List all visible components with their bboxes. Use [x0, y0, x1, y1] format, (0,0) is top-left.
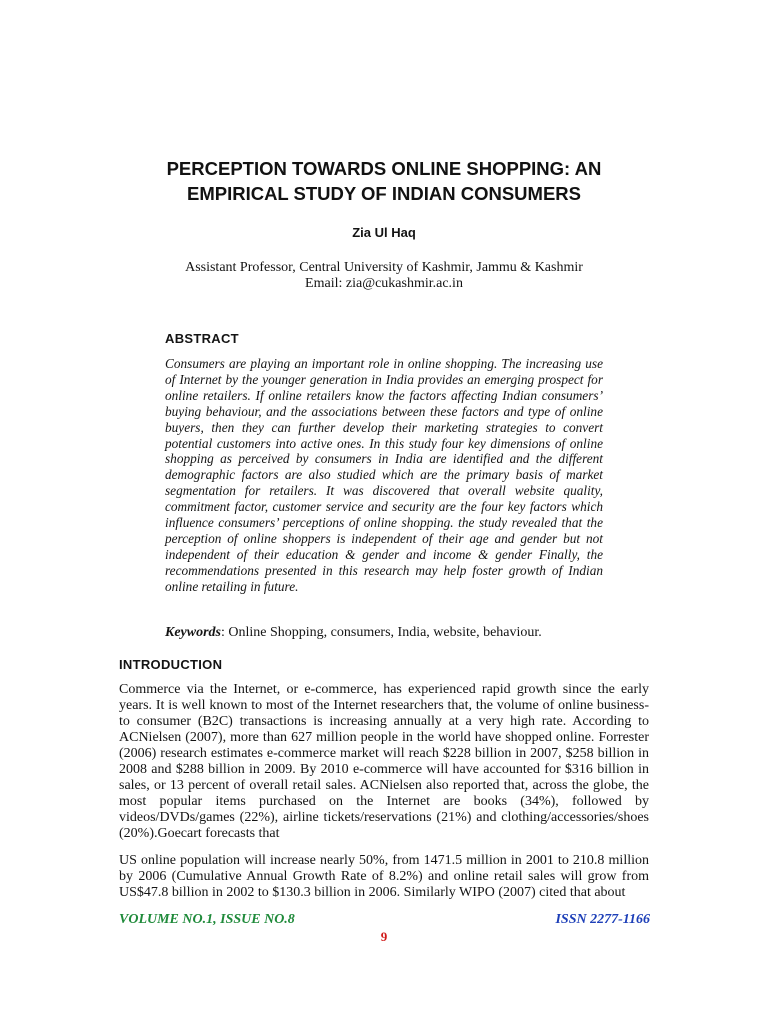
introduction-paragraph-2: US online population will increase nearly 50%, from 1471.5 million in 2001 to 210.8 million by 2006 (Cumulative Annual Growth Rate of 8.2%) and online retail sales will grow from US$47.8 billion in 2002 to $130.3 billion in 2006. Similarly WIPO (2007) cited that about [119, 853, 649, 900]
keywords-label: Keywords [165, 625, 221, 640]
footer-volume: VOLUME NO.1, ISSUE NO.8 [119, 912, 295, 927]
keywords-text: : Online Shopping, consumers, India, website, behaviour. [221, 625, 542, 640]
keywords-line [165, 625, 605, 641]
author-affiliation: Assistant Professor, Central University of Kashmir, Jammu & Kashmir [185, 260, 583, 275]
footer-issn: ISSN 2277-1166 [555, 912, 650, 927]
author-name: Zia Ul Haq [352, 225, 416, 240]
introduction-paragraph-1: Commerce via the Internet, or e-commerce, has experienced rapid growth since the early years. It is well known to most of the Internet researchers that, the volume of online business-to consumer (B2C) transactions is increasing annually at a very high rate. According to ACNielsen (2007), more than 627 million people in the world have shopped online. Forrester (2006) research estimates e-commerce market will reach $228 billion in 2007, $258 billion in 2008 and $288 billion in 2009. By 2010 e-commerce will have accounted for $316 billion in sales, or 13 percent of overall retail sales. ACNielsen also reported that, across the globe, the most popular items purchased on the Internet are books (34%), followed by videos/DVDs/games (22%), airline tickets/reservations (21%) and clothing/accessories/shoes (20%).Goecart forecasts that [119, 682, 649, 841]
introduction-heading: INTRODUCTION [119, 657, 223, 672]
author-affiliation-block [0, 260, 768, 292]
abstract-text: Consumers are playing an important role in online shopping. The increasing use of Internet by the younger generation in India provides an emerging prospect for online retailers. If online retailers know the factors affecting Indian consumers’ buying behaviour, and the associations between these factors and type of online buyers, then they can further develop their marketing strategies to convert potential customers into active ones. In this study four key dimensions of online shopping as perceived by consumers in India are identified and the different demographic factors are also studied which are the primary basis of market segmentation for retailers. It was discovered that overall website quality, commitment factor, customer service and security are the four key factors which influence consumers’ perceptions of online shopping. the study revealed that the perception of online shoppers is independent of their age and gender but not independent of their education & gender and income & gender Finally, the recommendations presented in this research may help foster growth of Indian online retailing in future. [165, 356, 603, 594]
page-number: 9 [380, 929, 388, 944]
author-email: Email: zia@cukashmir.ac.in [305, 276, 463, 291]
title-line-1: PERCEPTION TOWARDS ONLINE SHOPPING: AN [166, 158, 602, 179]
title-line-2: EMPIRICAL STUDY OF INDIAN CONSUMERS [186, 183, 581, 204]
abstract-heading: ABSTRACT [165, 331, 239, 346]
paper-title [100, 156, 668, 206]
